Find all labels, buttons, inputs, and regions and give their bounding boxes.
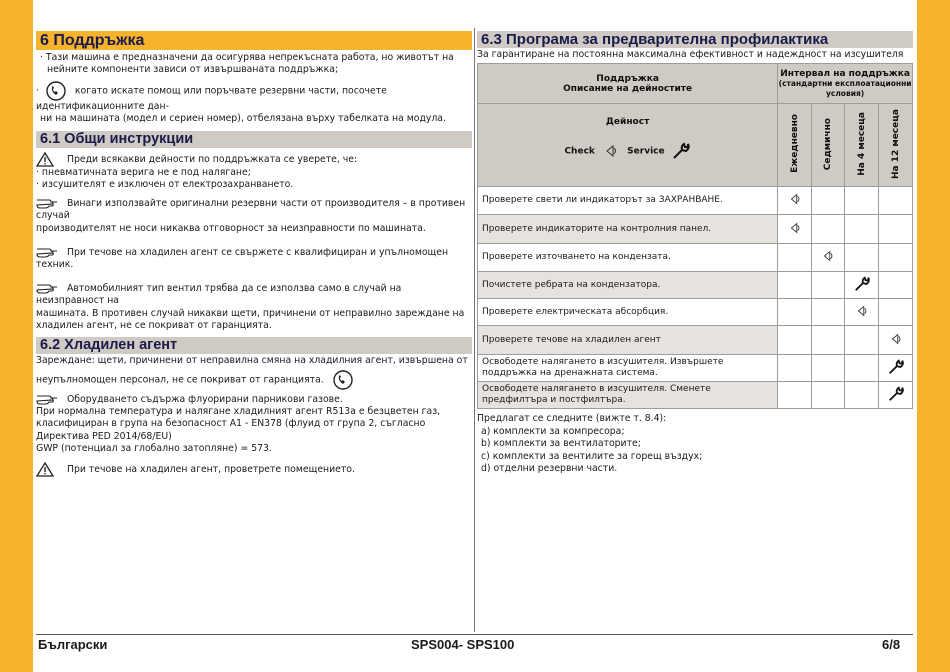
pointing-hand-icon [36, 197, 58, 209]
table-row [478, 244, 913, 272]
right-column [477, 31, 913, 475]
section-6-3-title: 6.3 Програма за предварителна профилактика [477, 31, 913, 48]
interval-cell [812, 187, 845, 215]
activity-description: Проверете свети ли индикаторът за ЗАХРАНВАНЕ. [478, 187, 778, 215]
activity-description: Проверете източването на кондензата. [478, 244, 778, 272]
s62-note-1-text: Оборудването съдържа флуорирани парникови газове. [66, 393, 343, 405]
warning-icon [36, 462, 54, 477]
interval-weekly [812, 104, 845, 187]
s62-warning-text: При течове на хладилен агент, проветрете помещението. [66, 463, 355, 475]
left-column [36, 31, 472, 477]
interval-cell [778, 272, 812, 299]
s62-note-1 [36, 393, 472, 406]
s62-paragraph-2: неупълномощен персонал, не се покриват от гаранцията. [36, 374, 324, 386]
th-check-label: Check [564, 146, 595, 157]
kit-item: d) отделни резервни части. [481, 463, 618, 475]
schedule-body [478, 187, 913, 409]
th-legend [478, 141, 777, 161]
table-row [478, 326, 913, 355]
table-header-interval [778, 64, 913, 104]
interval-cell [845, 355, 879, 382]
s61-bullet-1: · пневматичната верига не е под налягане; [36, 166, 251, 178]
check-ear-icon [787, 220, 803, 236]
activity-description: Проверете течове на хладилен агент [478, 326, 778, 355]
activity-description: Проверете електрическата абсорбция. [478, 299, 778, 326]
interval-cell [879, 355, 913, 382]
phone-icon [333, 370, 353, 390]
interval-cell [812, 326, 845, 355]
interval-cell [879, 382, 913, 409]
pointing-hand-icon [36, 393, 58, 405]
s6-paragraph-2-line-1: когато искате помощ или поръчвате резервни части, посочете идентификационните дан- [36, 85, 387, 112]
table-header-maintenance [478, 64, 778, 104]
kit-item: c) комплекти за вентилите за горещ въздух; [481, 450, 703, 462]
interval-cell [778, 244, 812, 272]
s61-note-3-line-2: машината. В противен случай никакви щети, причинени от неправилно зареждане на хладилен агент, не се покриват от гаранцията. [36, 307, 465, 332]
interval-cell [879, 187, 913, 215]
activity-description: Почистете ребрата на кондензатора. [478, 272, 778, 299]
s6-bullet: · [36, 85, 39, 97]
interval-cell [778, 187, 812, 215]
table-row [478, 272, 913, 299]
phone-icon [46, 81, 66, 101]
check-ear-icon [854, 303, 870, 319]
s6-paragraph-1: · Тази машина е предназначени да осигурява непрекъсната работа, но животът на нейните компоненти зависи от извършваната поддръжка; [40, 52, 454, 76]
interval-4-months-label: На 4 месеца [856, 112, 867, 176]
s62-paragraph-3: При нормална температура и налягане хладилният агент R513a е безцветен газ, класифициран в група на безопасност A1 - EN378 (флуид от група 2, съгласно Директива PED 2014/68/EU) [36, 405, 441, 442]
kit-item: b) комплекти за вентилаторите; [481, 438, 641, 450]
s62-paragraph-2-row [36, 370, 472, 390]
s62-warning-row [36, 462, 472, 477]
s61-warning-text: Преди всякакви дейности по поддръжката се уверете, че: [66, 153, 358, 165]
s61-bullet-2: · изсушителят е изключен от електрозахранването. [36, 179, 294, 191]
interval-cell [845, 299, 879, 326]
check-ear-icon [888, 331, 904, 347]
th-activity: Дейност [605, 117, 650, 128]
interval-cell [812, 382, 845, 409]
interval-cell [879, 326, 913, 355]
s61-note-1-line-1: Винаги използвайте оригинални резервни части от производителя – в противен случай [36, 197, 466, 222]
th-maintenance: Поддръжка [596, 73, 659, 84]
activity-description: Проверете индикаторите на контролния панел. [478, 215, 778, 244]
interval-daily [778, 104, 812, 187]
interval-12-months [879, 104, 913, 187]
table-header-activity [478, 104, 778, 187]
s61-note-1-line-2: производителят не носи никаква отговорност за неизправности по машината. [36, 222, 426, 234]
footer-language: Български [38, 637, 108, 652]
pointing-hand-icon [36, 282, 58, 294]
s62-paragraph-1: Зареждане: щети, причинени от неправилна смяна на хладилния агент, извършена от [36, 354, 468, 366]
right-margin-band [917, 0, 950, 672]
interval-cell [812, 215, 845, 244]
interval-cell [812, 272, 845, 299]
th-interval-sub: (стандартни експлоатационни условия) [778, 78, 912, 98]
interval-cell [845, 382, 879, 409]
kits-intro: Предлагат се следните (вижте т. 8.4): [477, 413, 667, 425]
interval-cell [879, 215, 913, 244]
section-6-2-title: 6.2 Хладилен агент [36, 337, 472, 354]
th-description: Описание на дейностите [563, 83, 693, 94]
interval-weekly-label: Седмично [823, 117, 834, 171]
s62-paragraph-4: GWP (потенциал за глобално затопляне) = 573. [36, 443, 272, 455]
interval-cell [812, 355, 845, 382]
s61-note-1 [36, 197, 472, 222]
wrench-icon [853, 275, 871, 293]
s61-warning-row [36, 152, 472, 167]
interval-cell [845, 272, 879, 299]
interval-cell [778, 382, 812, 409]
section-6-title: 6 Поддръжка [36, 31, 472, 50]
footer-model: SPS004- SPS100 [411, 637, 515, 652]
activity-description: Освободете налягането в изсушителя. Извършете поддръжка на дренажната система. [478, 355, 778, 382]
activity-description: Освободете налягането в изсушителя. Сменете предфилтъра и постфилтъра. [478, 382, 778, 409]
interval-cell [845, 215, 879, 244]
interval-cell [778, 215, 812, 244]
s63-intro: За гарантиране на постоянна максимална ефективност и надеждност на изсушителя [477, 49, 904, 60]
s6-paragraph-2 [36, 81, 472, 113]
wrench-icon [671, 141, 691, 161]
maintenance-schedule-table [477, 63, 913, 409]
left-margin-band [0, 0, 33, 672]
s61-note-3-line-1: Автомобилният тип вентил трябва да се използва само в случай на неизправност на [36, 282, 402, 307]
table-row [478, 299, 913, 326]
interval-cell [812, 244, 845, 272]
interval-4-months [845, 104, 879, 187]
interval-cell [879, 272, 913, 299]
wrench-icon [887, 385, 905, 403]
warning-icon [36, 152, 54, 167]
th-service-label: Service [627, 146, 665, 157]
check-ear-icon [820, 248, 836, 264]
interval-cell [845, 326, 879, 355]
footer-page-number: 6/8 [882, 637, 901, 652]
wrench-icon [887, 358, 905, 376]
interval-cell [879, 299, 913, 326]
table-row [478, 382, 913, 409]
table-row [478, 215, 913, 244]
s61-note-2 [36, 246, 472, 271]
th-interval: Интервал на поддръжка [780, 68, 910, 79]
table-row [478, 187, 913, 215]
interval-cell [812, 299, 845, 326]
s6-paragraph-2-line-2: ни на машината (модел и сериен номер), отбелязана върху табелката на модула. [40, 113, 446, 125]
interval-cell [879, 244, 913, 272]
interval-12-months-label: На 12 месеца [890, 108, 901, 179]
interval-cell [778, 299, 812, 326]
s61-note-2-text: При течове на хладилен агент се свържете с квалифициран и упълномощен техник. [36, 246, 449, 271]
interval-cell [778, 326, 812, 355]
s61-note-3 [36, 282, 472, 307]
interval-cell [845, 244, 879, 272]
check-ear-icon [602, 142, 620, 160]
interval-daily-label: Ежедневно [789, 114, 800, 174]
table-row [478, 355, 913, 382]
section-6-1-title: 6.1 Общи инструкции [36, 131, 472, 148]
interval-cell [778, 355, 812, 382]
interval-cell [845, 187, 879, 215]
pointing-hand-icon [36, 246, 58, 258]
column-divider [474, 28, 475, 632]
footer-rule [36, 634, 913, 635]
check-ear-icon [787, 191, 803, 207]
kit-item: a) комплекти за компресора; [481, 425, 625, 437]
